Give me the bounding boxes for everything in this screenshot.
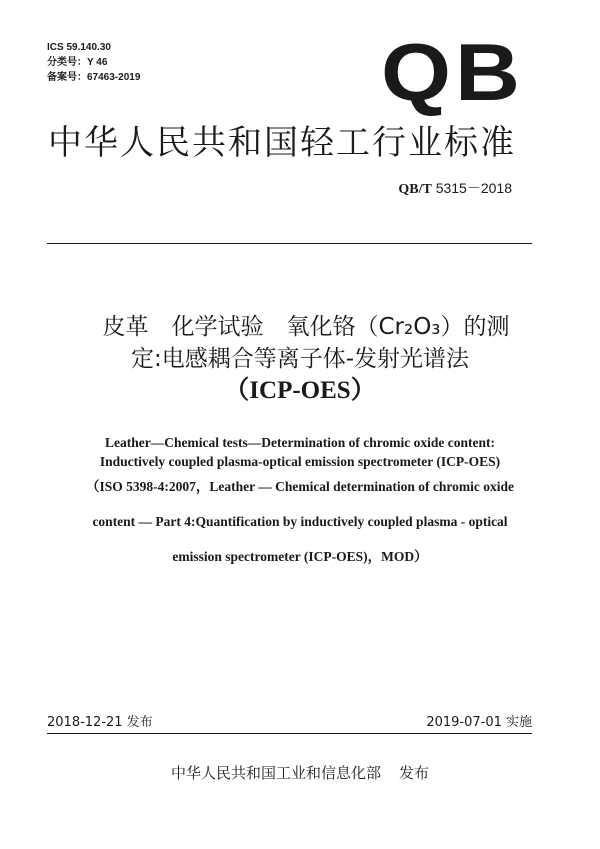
qb-logo: QB <box>381 28 524 118</box>
filing-number: 备案号：67463-2019 <box>47 72 141 83</box>
chinese-document-title <box>0 311 600 407</box>
iso-line-3: emission spectrometer (ICP-OES)，MOD） <box>172 549 428 564</box>
standard-code-number: 5315－2018 <box>431 180 512 196</box>
issue-date: 2018-12-21 发布 <box>47 715 153 730</box>
iso-line-1: （ISO 5398-4:2007，Leather — Chemical determination of chromic oxide <box>85 479 515 494</box>
dates-divider <box>47 733 532 734</box>
cn-title-line-3: （ICP-OES） <box>224 377 376 404</box>
standard-category-title: 中华人民共和国轻工行业标准 <box>48 123 516 163</box>
ics-code: ICS 59.140.30 <box>47 42 111 53</box>
issuer-line <box>0 762 600 783</box>
iso-line-2: content — Part 4:Quantification by inductively coupled plasma - optical <box>92 514 508 529</box>
standard-number <box>398 178 512 198</box>
iso-reference <box>0 474 600 579</box>
classification-code: 分类号：Y 46 <box>47 57 108 68</box>
cn-title-line-2: 定:电感耦合等离子体-发射光谱法 <box>130 346 470 372</box>
en-title-line-1: Leather—Chemical tests—Determination of chromic oxide content: <box>104 435 496 450</box>
issuer-action: 发布 <box>399 764 430 782</box>
english-document-title <box>0 433 600 471</box>
classification-block <box>47 40 140 85</box>
header-divider <box>47 243 532 244</box>
en-title-line-2: Inductively coupled plasma-optical emission spectrometer (ICP-OES) <box>99 454 501 469</box>
issuer-name: 中华人民共和国工业和信息化部 <box>170 764 381 782</box>
cn-title-line-1: 皮革 化学试验 氧化铬（Cr₂O₃）的测 <box>102 314 510 340</box>
implementation-date: 2019-07-01 实施 <box>426 715 532 730</box>
standard-code-prefix: QB/T <box>398 182 432 197</box>
